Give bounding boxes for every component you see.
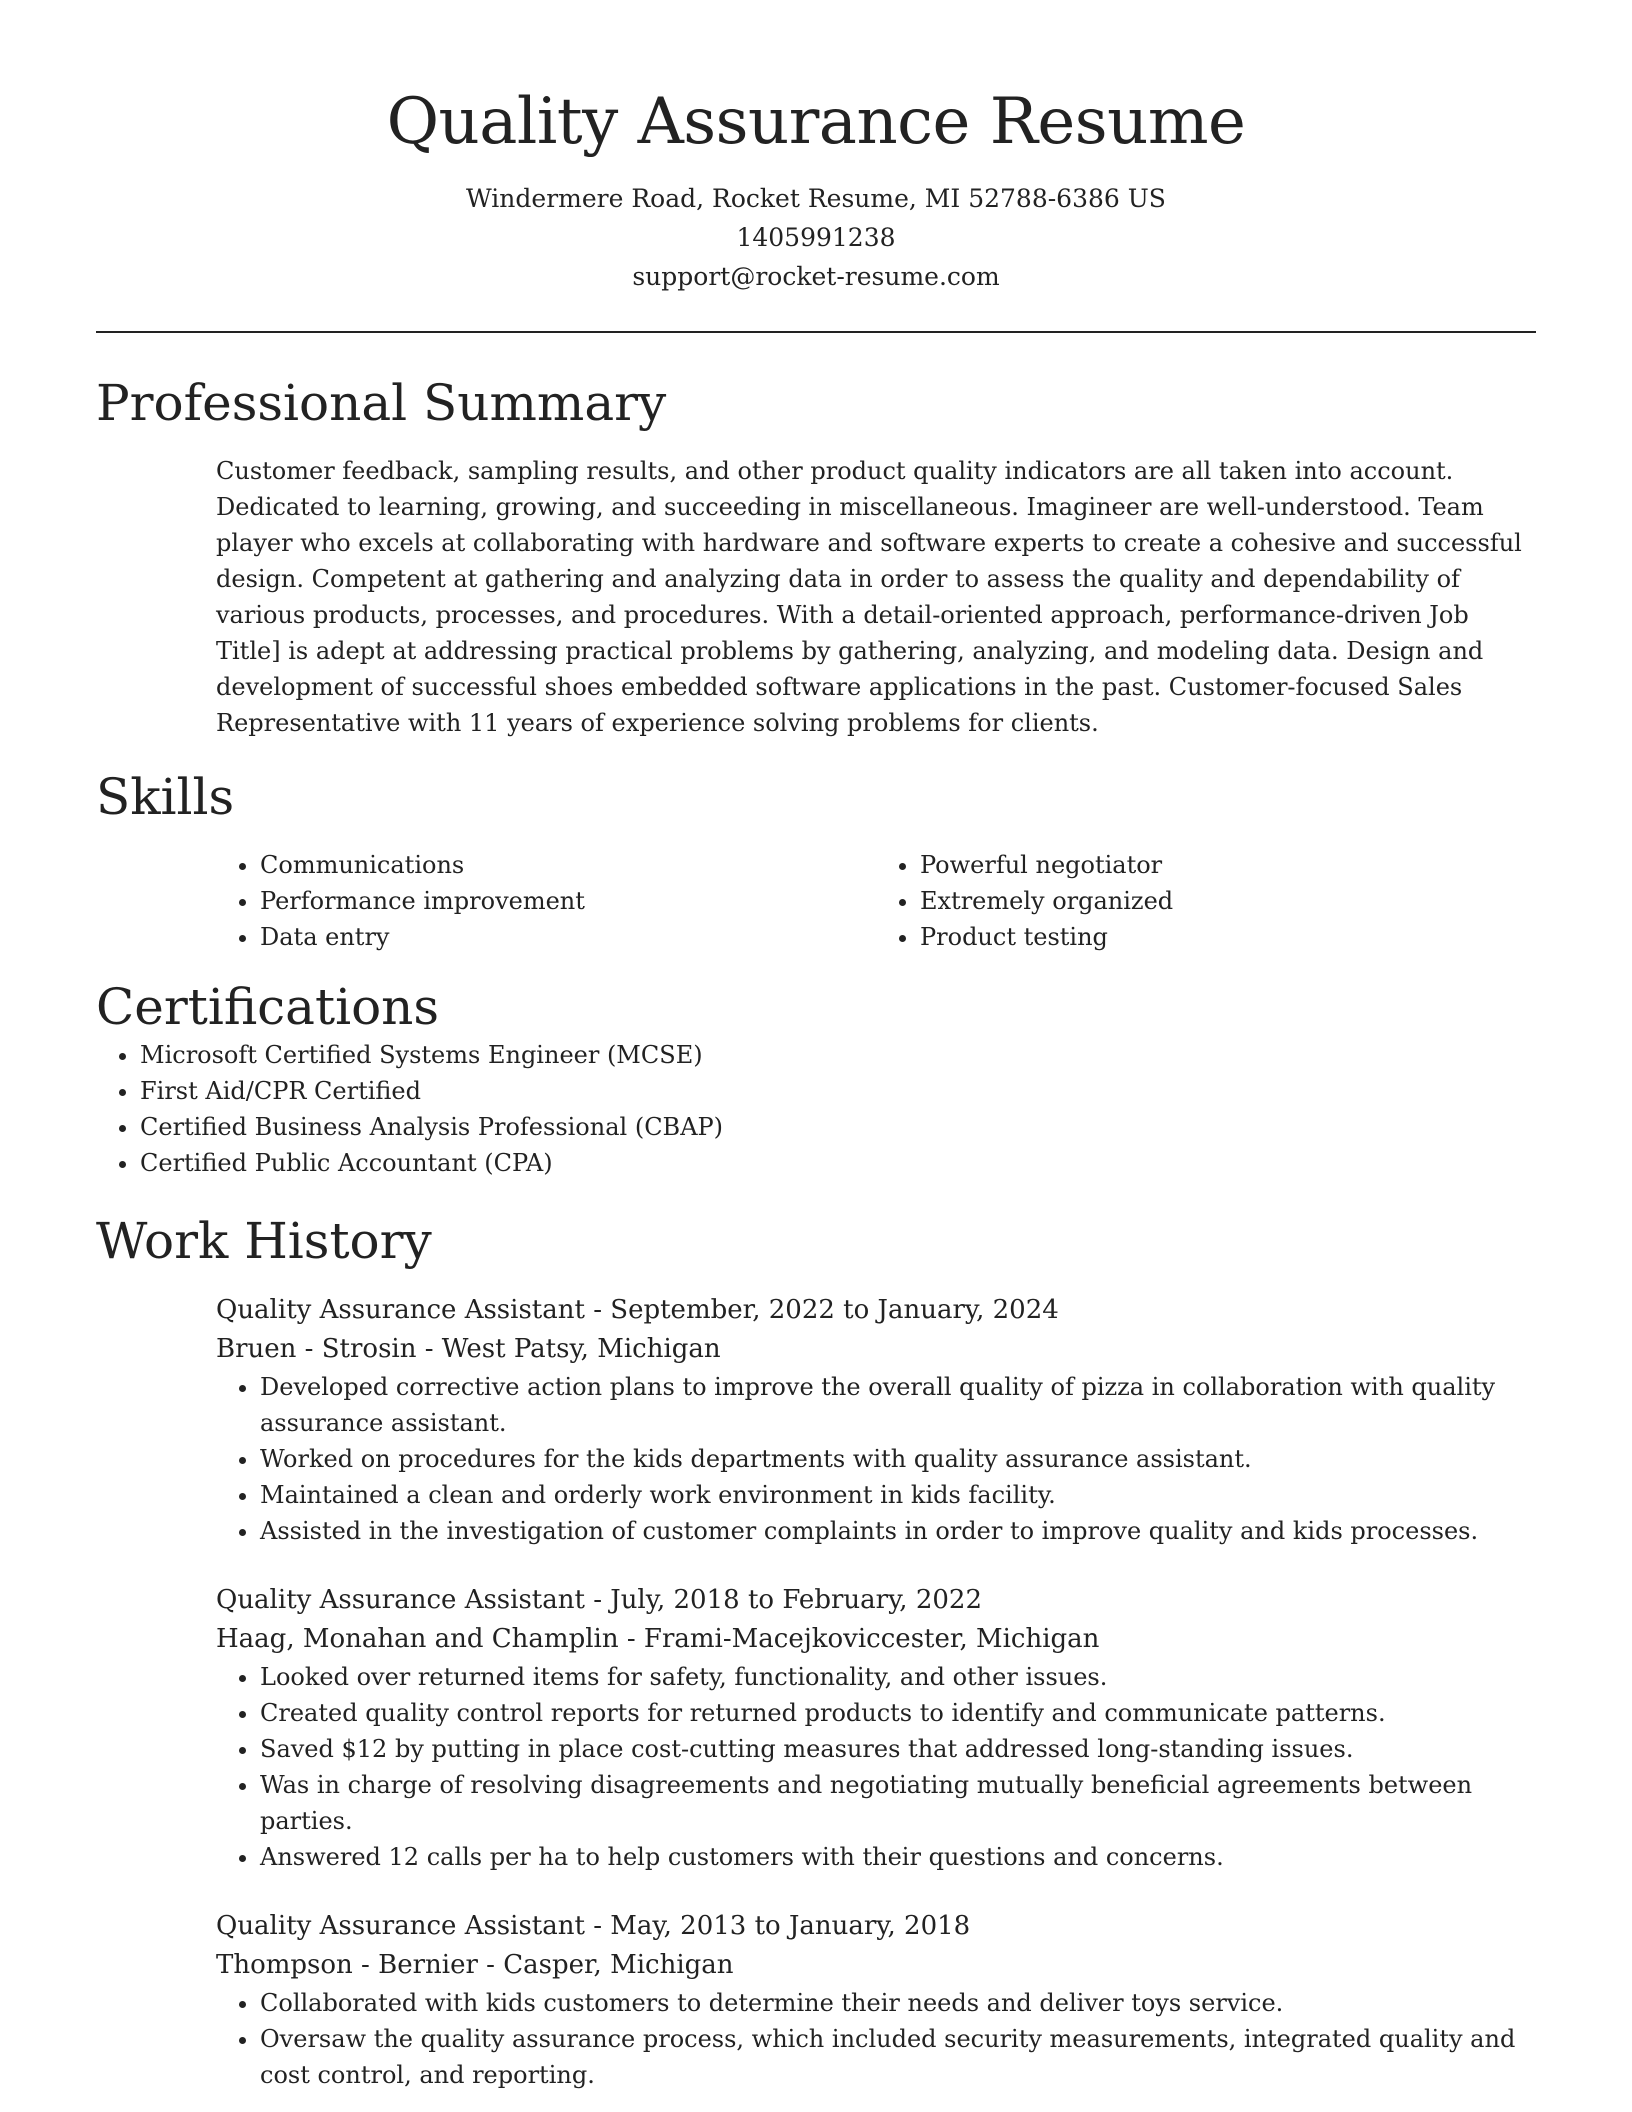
header-divider bbox=[96, 331, 1536, 333]
job-company-line: Thompson - Bernier - Casper, Michigan bbox=[216, 1949, 734, 1980]
skills-grid bbox=[216, 847, 1536, 955]
job-duties-list bbox=[216, 1985, 1536, 2093]
certification-item: • First Aid/CPR Certified bbox=[140, 1073, 1536, 1109]
skills-list-right bbox=[876, 847, 1536, 955]
job-duty-item: • Oversaw the quality assurance process, which included security measurements, integrated quality and cost control, and reporting. bbox=[260, 2021, 1536, 2093]
job-title-line: Quality Assurance Assistant - September, 2022 to January, 2024 bbox=[216, 1294, 1059, 1325]
contact-address: Windermere Road, Rocket Resume, MI 52788-6386 US bbox=[466, 183, 1166, 213]
job-entry bbox=[216, 1581, 1536, 1875]
work-history-heading: Work History bbox=[96, 1211, 432, 1270]
job-entry bbox=[216, 1907, 1536, 2093]
job-entry bbox=[216, 1291, 1536, 1549]
job-duty-item: • Was in charge of resolving disagreements and negotiating mutually beneficial agreements between parties. bbox=[260, 1767, 1536, 1839]
certifications-heading: Certifications bbox=[96, 977, 440, 1036]
skill-item: • Performance improvement bbox=[260, 883, 876, 919]
job-company-line: Haag, Monahan and Champlin - Frami-Macejkoviccester, Michigan bbox=[216, 1623, 1100, 1654]
job-duty-item: • Collaborated with kids customers to determine their needs and deliver toys service. bbox=[260, 1985, 1536, 2021]
job-duty-item: • Maintained a clean and orderly work environment in kids facility. bbox=[260, 1477, 1536, 1513]
job-title-line: Quality Assurance Assistant - July, 2018 to February, 2022 bbox=[216, 1584, 982, 1615]
job-duties-list bbox=[216, 1659, 1536, 1875]
job-duty-item: • Assisted in the investigation of customer complaints in order to improve quality and kids processes. bbox=[260, 1513, 1536, 1549]
job-duties-list bbox=[216, 1369, 1536, 1549]
resume-header bbox=[96, 0, 1536, 296]
job-duty-item: • Answered 12 calls per ha to help customers with their questions and concerns. bbox=[260, 1839, 1536, 1875]
skill-item: • Powerful negotiator bbox=[920, 847, 1536, 883]
skills-list-left bbox=[216, 847, 876, 955]
job-duty-item: • Developed corrective action plans to improve the overall quality of pizza in collaboration with quality assurance assistant. bbox=[260, 1369, 1536, 1441]
resume-title: Quality Assurance Resume bbox=[386, 85, 1246, 159]
job-duty-item: • Saved $12 by putting in place cost-cutting measures that addressed long-standing issues. bbox=[260, 1731, 1536, 1767]
job-duty-item: • Created quality control reports for returned products to identify and communicate patterns. bbox=[260, 1695, 1536, 1731]
skills-heading: Skills bbox=[96, 767, 235, 826]
certification-item: • Certified Business Analysis Professional (CBAP) bbox=[140, 1109, 1536, 1145]
skill-item: • Extremely organized bbox=[920, 883, 1536, 919]
certifications-list bbox=[96, 1037, 1536, 1181]
contact-email: support@rocket-resume.com bbox=[632, 261, 1000, 291]
resume-page bbox=[96, 0, 1536, 2093]
summary-heading: Professional Summary bbox=[96, 373, 667, 432]
job-duty-item: • Worked on procedures for the kids departments with quality assurance assistant. bbox=[260, 1441, 1536, 1477]
contact-phone: 1405991238 bbox=[736, 222, 896, 252]
job-duty-item: • Looked over returned items for safety, functionality, and other issues. bbox=[260, 1659, 1536, 1695]
job-company-line: Bruen - Strosin - West Patsy, Michigan bbox=[216, 1333, 721, 1364]
summary-text: Customer feedback, sampling results, and other product quality indicators are all taken into account. Dedicated to learning, growing, and succeeding in miscellaneous. Imagineer are well-understood. Team player who excels at collaborating with hardware and software experts to create a cohesive and successful design. Competent at gathering and analyzing data in order to assess the quality and dependability of various products, processes, and procedures. With a detail-oriented approach, performance-driven Job Title] is adept at addressing practical problems by gathering, analyzing, and modeling data. Design and development of successful shoes embedded software applications in the past. Customer-focused Sales Representative with 11 years of experience solving problems for clients. bbox=[216, 456, 1522, 737]
certification-item: • Microsoft Certified Systems Engineer (MCSE) bbox=[140, 1037, 1536, 1073]
skill-item: • Communications bbox=[260, 847, 876, 883]
skill-item: • Data entry bbox=[260, 919, 876, 955]
skill-item: • Product testing bbox=[920, 919, 1536, 955]
certification-item: • Certified Public Accountant (CPA) bbox=[140, 1145, 1536, 1181]
job-title-line: Quality Assurance Assistant - May, 2013 to January, 2018 bbox=[216, 1910, 971, 1941]
